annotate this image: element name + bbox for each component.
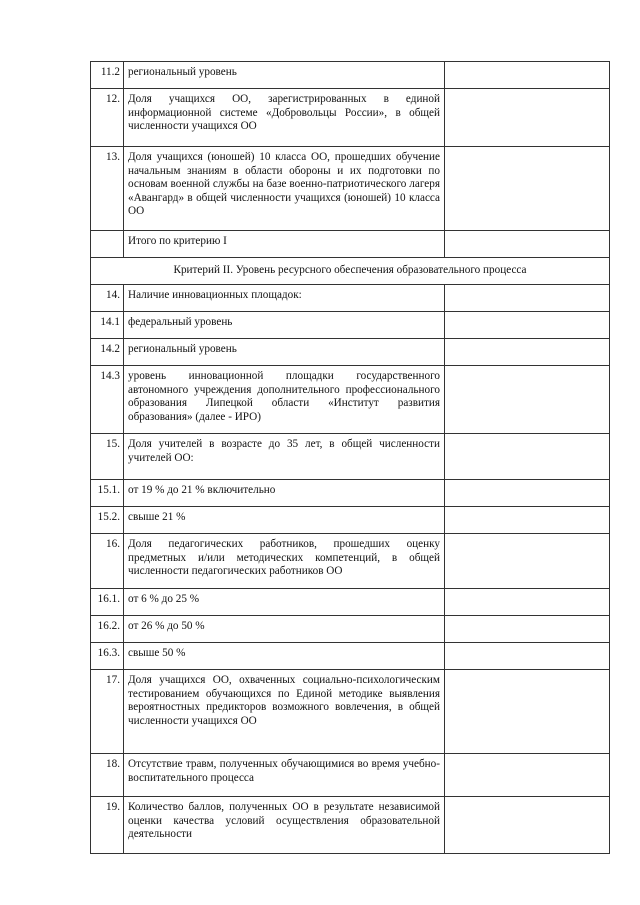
row-text: Доля учащихся ОО, зарегистрированных в единой информационной системе «Добровольцы России», в общей численности учащихся ОО: [124, 89, 445, 147]
row-text: Отсутствие травм, полученных обучающимися во время учебно-воспитательного процесса: [124, 754, 445, 797]
score-cell: [445, 62, 610, 89]
row-number: 15.: [91, 434, 124, 480]
score-cell: [445, 285, 610, 312]
row-number: 15.1.: [91, 480, 124, 507]
row-number: 14.: [91, 285, 124, 312]
row-number: 16.2.: [91, 616, 124, 643]
row-number: 14.2: [91, 339, 124, 366]
row-number: 16.3.: [91, 643, 124, 670]
row-text: Наличие инновационных площадок:: [124, 285, 445, 312]
score-cell: [445, 643, 610, 670]
table-row: [91, 339, 610, 366]
row-text: федеральный уровень: [124, 312, 445, 339]
score-cell: [445, 589, 610, 616]
score-cell: [445, 797, 610, 854]
section-header-row: [91, 258, 610, 285]
score-cell: [445, 339, 610, 366]
row-number: 19.: [91, 797, 124, 854]
row-text: от 19 % до 21 % включительно: [124, 480, 445, 507]
row-text: от 6 % до 25 %: [124, 589, 445, 616]
row-number: 14.1: [91, 312, 124, 339]
table-row: [91, 507, 610, 534]
row-number: 15.2.: [91, 507, 124, 534]
score-cell: [445, 366, 610, 434]
table-row: [91, 366, 610, 434]
criteria-table: [90, 61, 610, 854]
table-row: [91, 147, 610, 231]
row-number: [91, 231, 124, 258]
table-row: [91, 312, 610, 339]
score-cell: [445, 507, 610, 534]
table-row: [91, 285, 610, 312]
row-text: региональный уровень: [124, 339, 445, 366]
row-number: 17.: [91, 670, 124, 754]
table-row: [91, 62, 610, 89]
row-number: 13.: [91, 147, 124, 231]
row-text: Количество баллов, полученных ОО в результате независимой оценки качества условий осуществления образовательной деятельности: [124, 797, 445, 854]
score-cell: [445, 434, 610, 480]
table-row: [91, 534, 610, 589]
table-row: [91, 89, 610, 147]
row-text: уровень инновационной площадки государственного автономного учреждения дополнительного профессионального образования Липецкой области «Институт развития образования» (далее - ИРО): [124, 366, 445, 434]
table-row: [91, 754, 610, 797]
table-row: [91, 434, 610, 480]
table-row: [91, 670, 610, 754]
table-row: [91, 616, 610, 643]
score-cell: [445, 147, 610, 231]
score-cell: [445, 670, 610, 754]
score-cell: [445, 89, 610, 147]
row-number: 16.: [91, 534, 124, 589]
row-text: Доля учителей в возрасте до 35 лет, в общей численности учителей ОО:: [124, 434, 445, 480]
table-row: [91, 797, 610, 854]
row-text: свыше 50 %: [124, 643, 445, 670]
row-number: 14.3: [91, 366, 124, 434]
row-text: региональный уровень: [124, 62, 445, 89]
row-text: Доля учащихся ОО, охваченных социально-психологическим тестированием обучающихся по Единой методике выявления вероятностных предикторов возможного вовлечения, в общей численности учащихся ОО: [124, 670, 445, 754]
table-row: [91, 589, 610, 616]
row-text: Доля учащихся (юношей) 10 класса ОО, прошедших обучение начальным знаниям в области обороны и их подготовки по основам военной службы на базе военно-патриотического лагеря «Авангард» в общей численности учащихся (юношей) 10 класса ОО: [124, 147, 445, 231]
row-text: свыше 21 %: [124, 507, 445, 534]
row-number: 12.: [91, 89, 124, 147]
score-cell: [445, 534, 610, 589]
criteria-table-body: [91, 62, 610, 854]
row-number: 18.: [91, 754, 124, 797]
row-number: 11.2: [91, 62, 124, 89]
score-cell: [445, 480, 610, 507]
row-number: 16.1.: [91, 589, 124, 616]
criterion-header: Критерий II. Уровень ресурсного обеспечения образовательного процесса: [91, 258, 610, 285]
row-text: от 26 % до 50 %: [124, 616, 445, 643]
score-cell: [445, 312, 610, 339]
table-row: [91, 231, 610, 258]
score-cell: [445, 231, 610, 258]
table-row: [91, 480, 610, 507]
score-cell: [445, 754, 610, 797]
total-label: Итого по критерию I: [124, 231, 445, 258]
table-row: [91, 643, 610, 670]
row-text: Доля педагогических работников, прошедших оценку предметных и/или методических компетенций, в общей численности педагогических работников ОО: [124, 534, 445, 589]
score-cell: [445, 616, 610, 643]
